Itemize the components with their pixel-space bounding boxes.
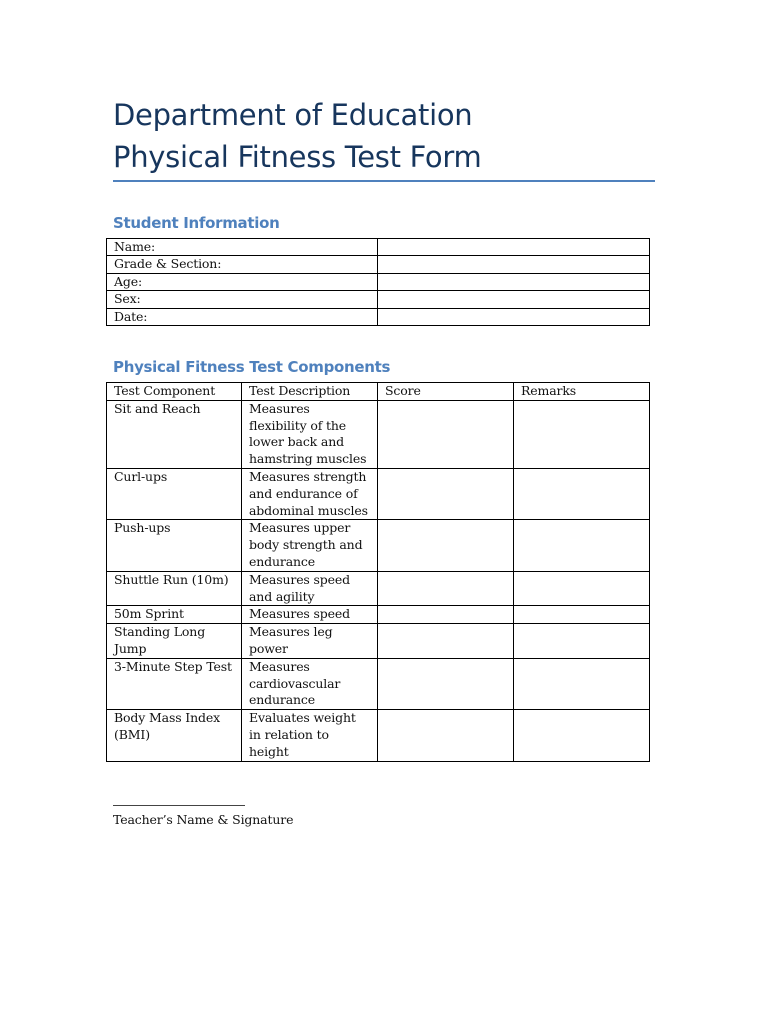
- component-name: Body Mass Index (BMI): [107, 710, 242, 761]
- title-line-2: Physical Fitness Test Form: [113, 140, 482, 174]
- field-value-sex[interactable]: [378, 291, 650, 308]
- table-row: [107, 658, 650, 709]
- field-label-date: Date:: [107, 308, 378, 325]
- component-description: Measures speed and agility: [242, 571, 378, 606]
- component-name: Sit and Reach: [107, 400, 242, 468]
- field-label-name: Name:: [107, 239, 378, 256]
- table-row: [107, 606, 650, 624]
- component-description: Measures upper body strength and endurance: [242, 520, 378, 571]
- component-description: Measures leg power: [242, 624, 378, 659]
- remarks-cell[interactable]: [514, 606, 650, 624]
- remarks-cell[interactable]: [514, 571, 650, 606]
- header-remarks: Remarks: [514, 383, 650, 401]
- component-description: Measures speed: [242, 606, 378, 624]
- table-header-row: [107, 383, 650, 401]
- field-value-grade-section[interactable]: [378, 256, 650, 273]
- remarks-cell[interactable]: [514, 520, 650, 571]
- field-label-sex: Sex:: [107, 291, 378, 308]
- score-cell[interactable]: [378, 520, 514, 571]
- component-name: Standing Long Jump: [107, 624, 242, 659]
- component-description: Measures strength and endurance of abdominal muscles: [242, 468, 378, 519]
- component-name: Curl-ups: [107, 468, 242, 519]
- remarks-cell[interactable]: [514, 658, 650, 709]
- signature-line[interactable]: [113, 805, 245, 806]
- component-name: 50m Sprint: [107, 606, 242, 624]
- score-cell[interactable]: [378, 468, 514, 519]
- table-row: [107, 308, 650, 325]
- remarks-cell[interactable]: [514, 624, 650, 659]
- remarks-cell[interactable]: [514, 400, 650, 468]
- component-description: Measures cardiovascular endurance: [242, 658, 378, 709]
- component-name: Push-ups: [107, 520, 242, 571]
- score-cell[interactable]: [378, 571, 514, 606]
- field-value-date[interactable]: [378, 308, 650, 325]
- score-cell[interactable]: [378, 658, 514, 709]
- table-row: [107, 468, 650, 519]
- component-description: Measures flexibility of the lower back and hamstring muscles: [242, 400, 378, 468]
- table-row: [107, 400, 650, 468]
- table-row: [107, 256, 650, 273]
- field-value-age[interactable]: [378, 273, 650, 290]
- table-row: [107, 239, 650, 256]
- remarks-cell[interactable]: [514, 710, 650, 761]
- table-row: [107, 520, 650, 571]
- page-title: [113, 94, 673, 178]
- signature-label: Teacher’s Name & Signature: [113, 812, 294, 827]
- remarks-cell[interactable]: [514, 468, 650, 519]
- header-test-component: Test Component: [107, 383, 242, 401]
- title-line-1: Department of Education: [113, 98, 473, 132]
- score-cell[interactable]: [378, 400, 514, 468]
- table-row: [107, 624, 650, 659]
- component-name: 3-Minute Step Test: [107, 658, 242, 709]
- field-value-name[interactable]: [378, 239, 650, 256]
- field-label-age: Age:: [107, 273, 378, 290]
- component-description: Evaluates weight in relation to height: [242, 710, 378, 761]
- table-row: [107, 291, 650, 308]
- score-cell[interactable]: [378, 710, 514, 761]
- header-score: Score: [378, 383, 514, 401]
- component-name: Shuttle Run (10m): [107, 571, 242, 606]
- table-row: [107, 273, 650, 290]
- student-info-heading: Student Information: [113, 214, 280, 232]
- score-cell[interactable]: [378, 624, 514, 659]
- student-info-table: [106, 238, 650, 326]
- score-cell[interactable]: [378, 606, 514, 624]
- header-test-description: Test Description: [242, 383, 378, 401]
- components-table: [106, 382, 650, 762]
- field-label-grade-section: Grade & Section:: [107, 256, 378, 273]
- table-row: [107, 710, 650, 761]
- components-heading: Physical Fitness Test Components: [113, 358, 391, 376]
- title-underline: [113, 180, 655, 182]
- table-row: [107, 571, 650, 606]
